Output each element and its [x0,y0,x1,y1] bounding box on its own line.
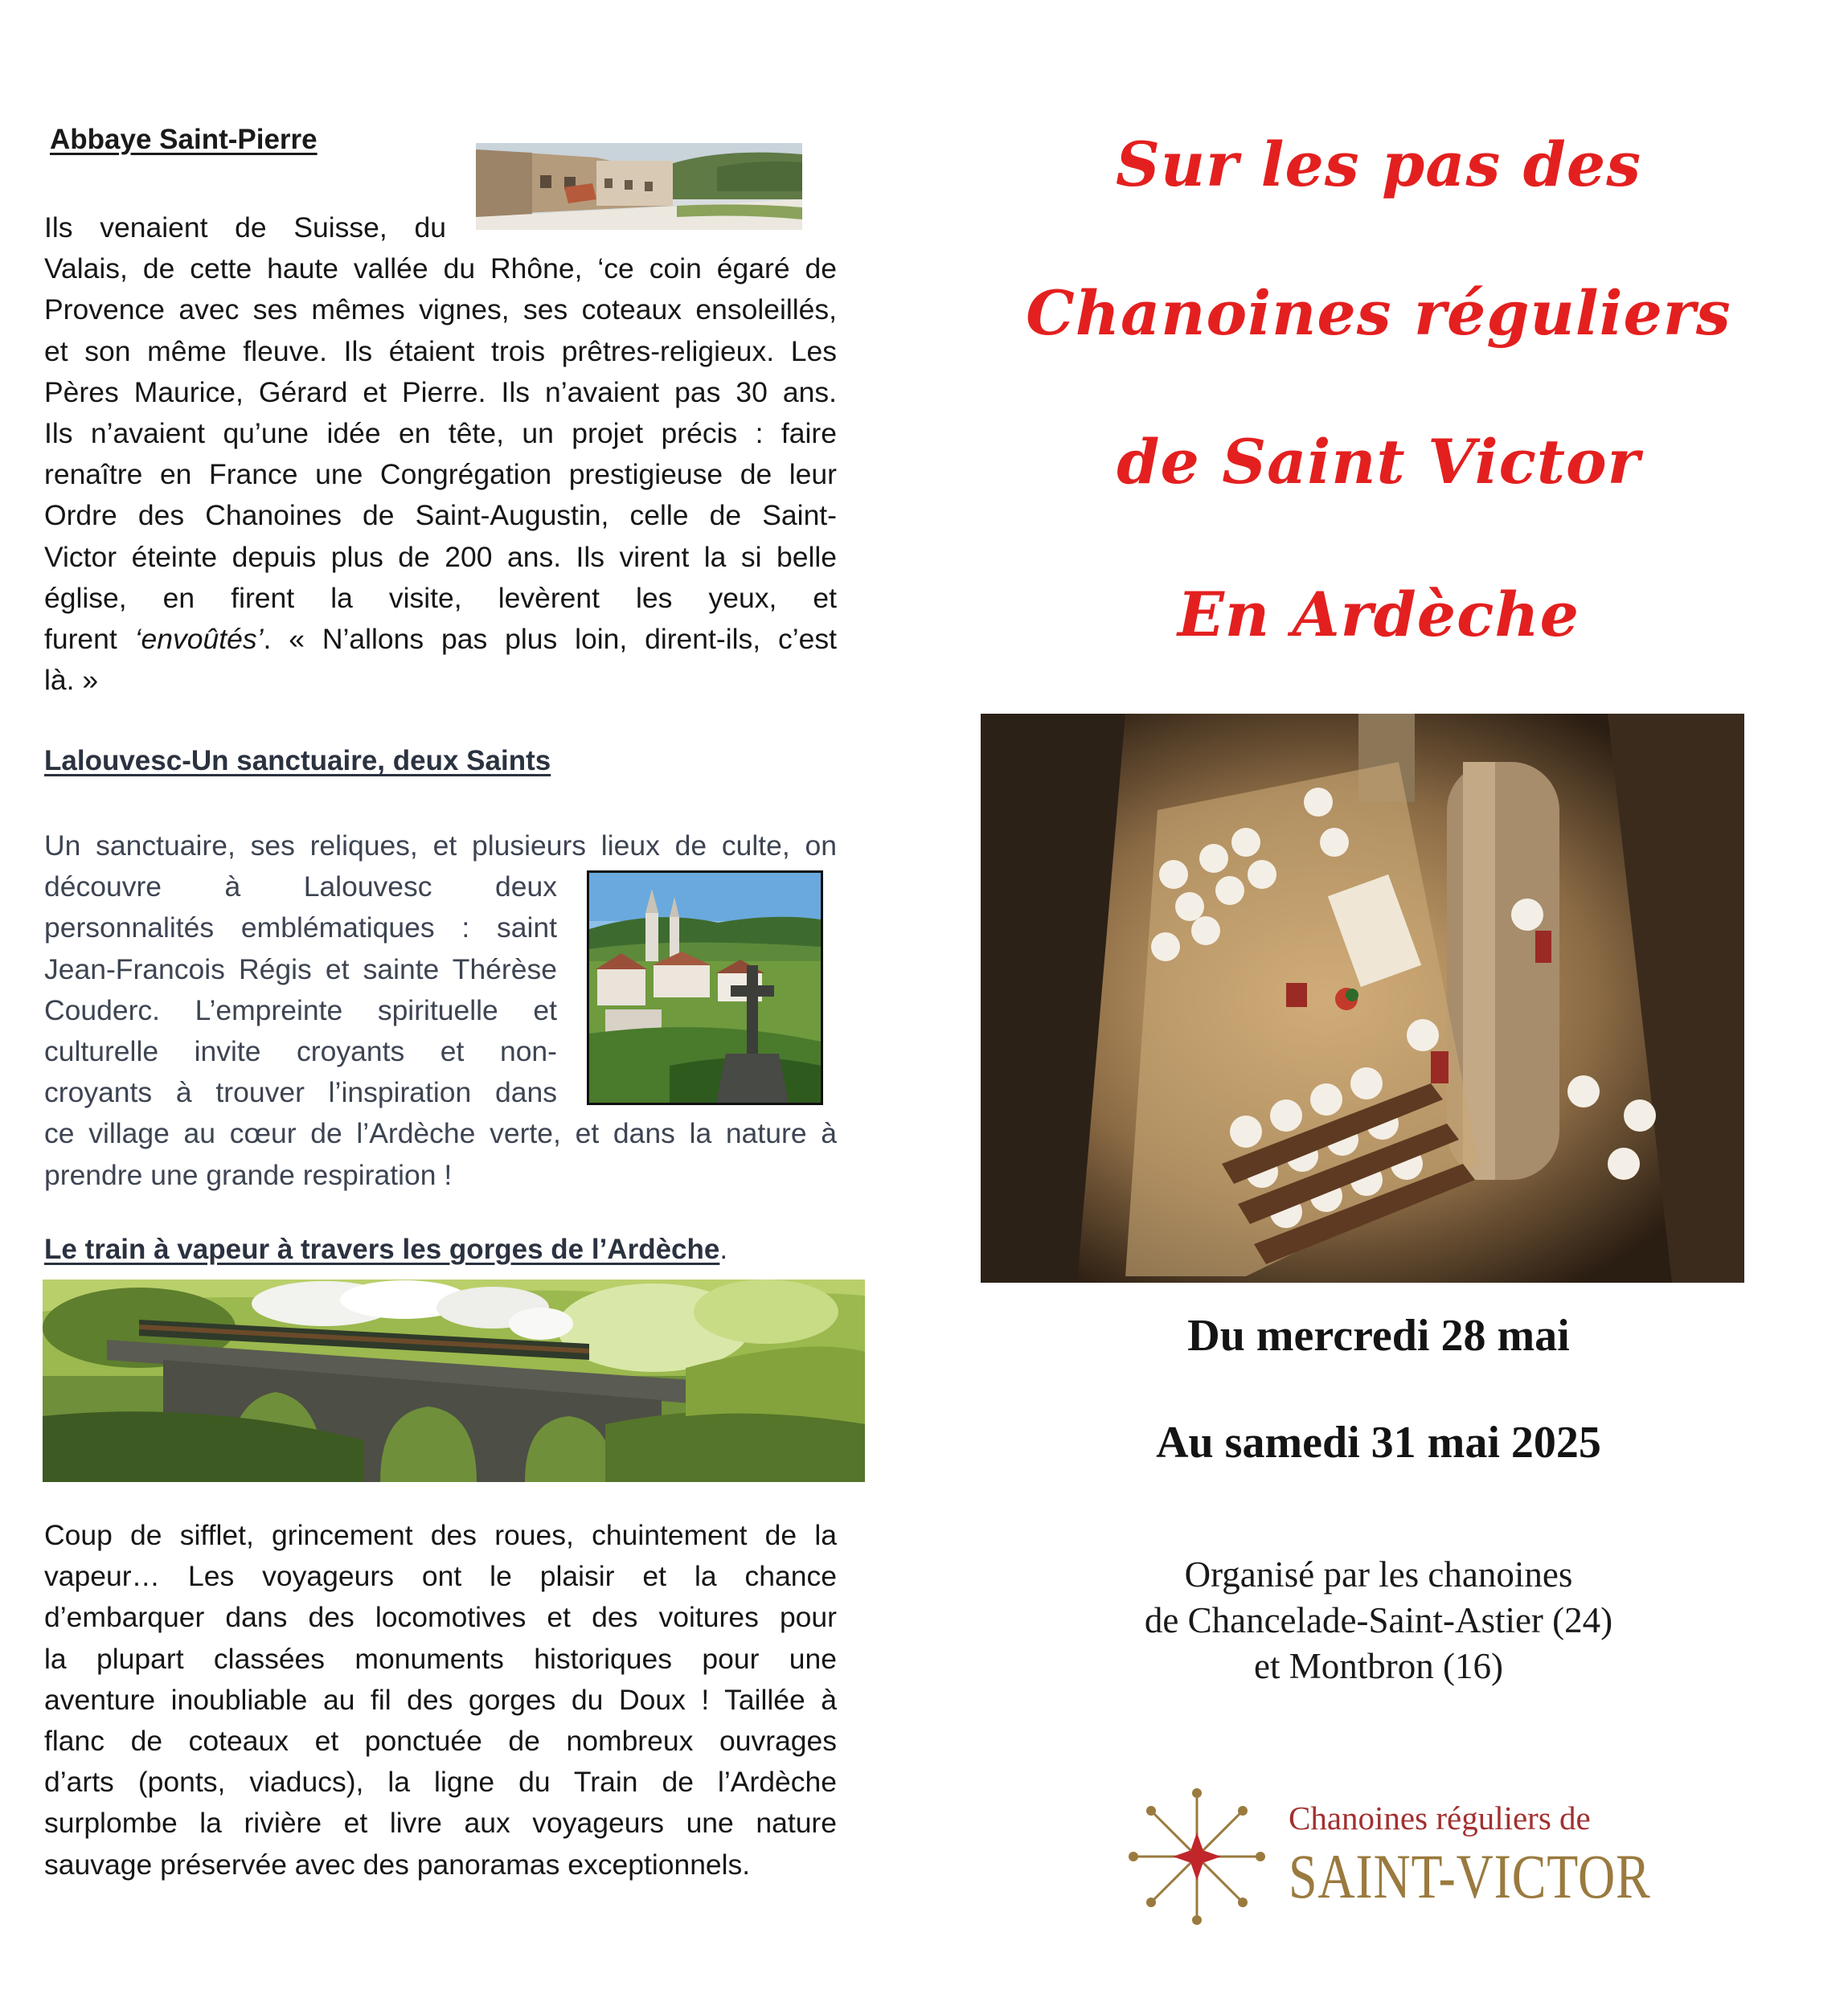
title-line-2: Chanoines réguliers [1026,277,1731,349]
title-line-3: de Saint Victor [1117,426,1641,497]
abbaye-text: Ils venaient de Suisse, du Valais, de cette haute vallée du Rhône, ‘ce coin égaré de Provence avec ses mêmes vignes, ses coteaux ensoleillés, et son même fleuve. Ils étaient trois prêtres-religieux. Les Pères Maurice, Gérard et Pierre. Ils n’avaient pas 30 ans. Ils n’avaient qu’une idée en tête, un projet précis : faire renaître en France une Congrégation prestigieuse de leur Ordre des Chanoines de Saint-Augustin, celle de Saint- Victor éteinte depuis plus de 200 ans. Ils virent la si belle église, en firent la visite, levèrent les yeux, et furent ‘envoûtés’. « N’allons pas plus loin, dirent-ils, c’est là. » [44,211,837,697]
lalouvesc-text: Un sanctuaire, ses reliques, et plusieurs lieux de culte, on découvre à Lalouvesc deux personnalités emblématiques : saint Jean-Francois Régis et sainte Thérèse Couderc. L’empreinte spirituelle et culturelle invite croyants et non- croyants à trouver l’inspiration dans ce village au cœur de l’Ardèche verte, et dans la nature à prendre une grande respiration ! [44,829,837,1191]
train-text: Coup de sifflet, grincement des roues, chuintement de la vapeur… Les voyageurs ont le plaisir et la chance d’embarquer dans des locomotives et des voitures pour la plupart classées monuments historiques pour une aventure inoubliable au fil des gorges du Doux ! Taillée à flanc de coteaux et ponctuée de nombreux ouvrages d’arts (ponts, viaducs), la ligne du Train de l’Ardèche surplombe la rivière et livre aux voyageurs une nature sauvage préservée avec des panoramas exceptionnels. [44,1519,837,1881]
canons-crypt-photo [981,714,1744,1283]
lalouvesc-photo [587,870,823,1105]
abbaye-heading: Abbaye Saint-Pierre [50,124,318,155]
crypt-ceremony-image [981,714,1744,1283]
date-to: Au samedi 31 mai 2025 [1156,1418,1601,1468]
train-photo [43,1280,865,1482]
organizer-text: Organisé par les chanoines de Chancelade-Saint-Astier (24) et Montbron (16) [1144,1554,1613,1686]
title-line-1: Sur les pas des [1115,129,1642,200]
train-heading: Le train à vapeur à travers les gorges de l’Ardèche. [44,1234,728,1265]
steam-train-viaduct-image [43,1280,865,1482]
lalouvesc-village-image [589,873,821,1103]
lalouvesc-heading: Lalouvesc-Un sanctuaire, deux Saints [44,745,551,776]
logo-line-1: Chanoines réguliers de [1289,1800,1591,1836]
title-line-4: En Ardèche [1177,579,1580,650]
logo-line-2: SAINT-VICTOR [1289,1841,1651,1911]
saint-victor-cross-icon [1129,1788,1265,1925]
date-from: Du mercredi 28 mai [1187,1311,1570,1361]
